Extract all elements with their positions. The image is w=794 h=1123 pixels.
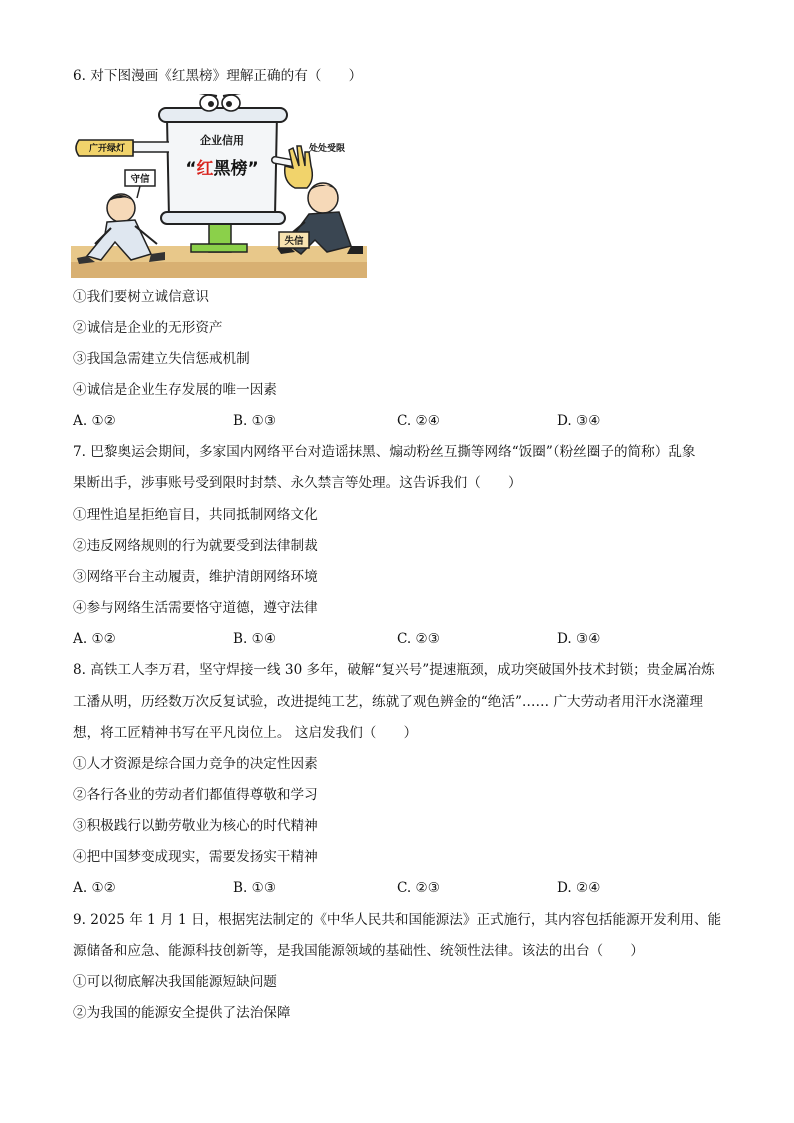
q6-item-4: ④诚信是企业生存发展的唯一因素 — [73, 382, 277, 398]
q8-item-3: ③积极践行以勤劳敬业为核心的时代精神 — [73, 818, 318, 834]
red-black-list-cartoon — [71, 94, 367, 278]
dishonest-person — [277, 183, 363, 254]
q9-stem-line-1: 9. 2025 年 1 月 1 日，根据宪法制定的《中华人民共和国能源法》正式施行，其内容包括能源开发利用、能 — [73, 912, 722, 928]
q6-option-a[interactable]: A. ①② — [73, 413, 116, 429]
q7-stem-line-2: 果断出手，涉事账号受到限时封禁、永久禁言等处理。这告诉我们（ ） — [73, 475, 522, 491]
q8-item-4: ④把中国梦变成现实，需要发扬实干精神 — [73, 849, 318, 865]
q8-option-d[interactable]: D. ②④ — [557, 880, 601, 896]
q8-item-1: ①人才资源是综合国力竞争的决定性因素 — [73, 756, 318, 772]
q8-stem-line-3: 想，将工匠精神书写在平凡岗位上。 这启发我们（ ） — [73, 725, 418, 741]
q8-option-a[interactable]: A. ①② — [73, 880, 116, 896]
board-line1: 企业信用 — [200, 134, 244, 147]
q6-option-b[interactable]: B. ①③ — [233, 413, 277, 429]
board-title: “红黑榜” — [185, 159, 259, 179]
q8-option-c[interactable]: C. ②③ — [397, 880, 440, 896]
q7-stem-line-1: 7. 巴黎奥运会期间，多家国内网络平台对造谣抹黑、煽动粉丝互撕等网络“饭圈”（粉丝圈子的简称）乱象 — [73, 444, 696, 460]
q8-stem-line-2: 工潘从明，历经数万次反复试验，改进提纯工艺，练就了观色辨金的“绝活”…… 广大劳动者用汗水浇灌理 — [73, 694, 703, 710]
left-sign: 广开绿灯 — [88, 144, 126, 154]
q6-item-1: ①我们要树立诚信意识 — [73, 289, 209, 305]
q8-item-2: ②各行各业的劳动者们都值得尊敬和学习 — [73, 787, 318, 803]
q6-option-d[interactable]: D. ③④ — [557, 413, 601, 429]
q7-item-1: ①理性追星拒绝盲目，共同抵制网络文化 — [73, 507, 318, 523]
q9-item-2: ②为我国的能源安全提供了法治保障 — [73, 1005, 291, 1021]
q7-item-4: ④参与网络生活需要恪守道德，遵守法律 — [73, 600, 318, 616]
q7-option-d[interactable]: D. ③④ — [557, 631, 601, 647]
q7-item-2: ②违反网络规则的行为就要受到法律制裁 — [73, 538, 318, 554]
q6-stem: 6. 对下图漫画《红黑榜》理解正确的有（ ） — [73, 68, 363, 84]
q6-item-2: ②诚信是企业的无形资产 — [73, 320, 223, 336]
q9-stem-line-2: 源储备和应急、能源科技创新等，是我国能源领域的基础性、统领性法律。该法的出台（ ） — [73, 943, 644, 959]
q8-option-b[interactable]: B. ①③ — [233, 880, 277, 896]
q9-item-1: ①可以彻底解决我国能源短缺问题 — [73, 974, 277, 990]
q8-stem-line-1: 8. 高铁工人李万君，坚守焊接一线 30 多年，破解“复兴号”提速瓶颈，成功突破国外技术封锁；贵金属冶炼 — [73, 662, 715, 678]
q6-item-3: ③我国急需建立失信惩戒机制 — [73, 351, 250, 367]
q7-option-b[interactable]: B. ①④ — [233, 631, 277, 647]
right-sign: 处处受限 — [309, 144, 346, 154]
right-person-sign: 失信 — [284, 236, 304, 247]
left-person-sign: 守信 — [130, 174, 150, 185]
q7-option-c[interactable]: C. ②③ — [397, 631, 440, 647]
q7-item-3: ③网络平台主动履责，维护清朗网络环境 — [73, 569, 318, 585]
q6-option-c[interactable]: C. ②④ — [397, 413, 440, 429]
q7-option-a[interactable]: A. ①② — [73, 631, 116, 647]
